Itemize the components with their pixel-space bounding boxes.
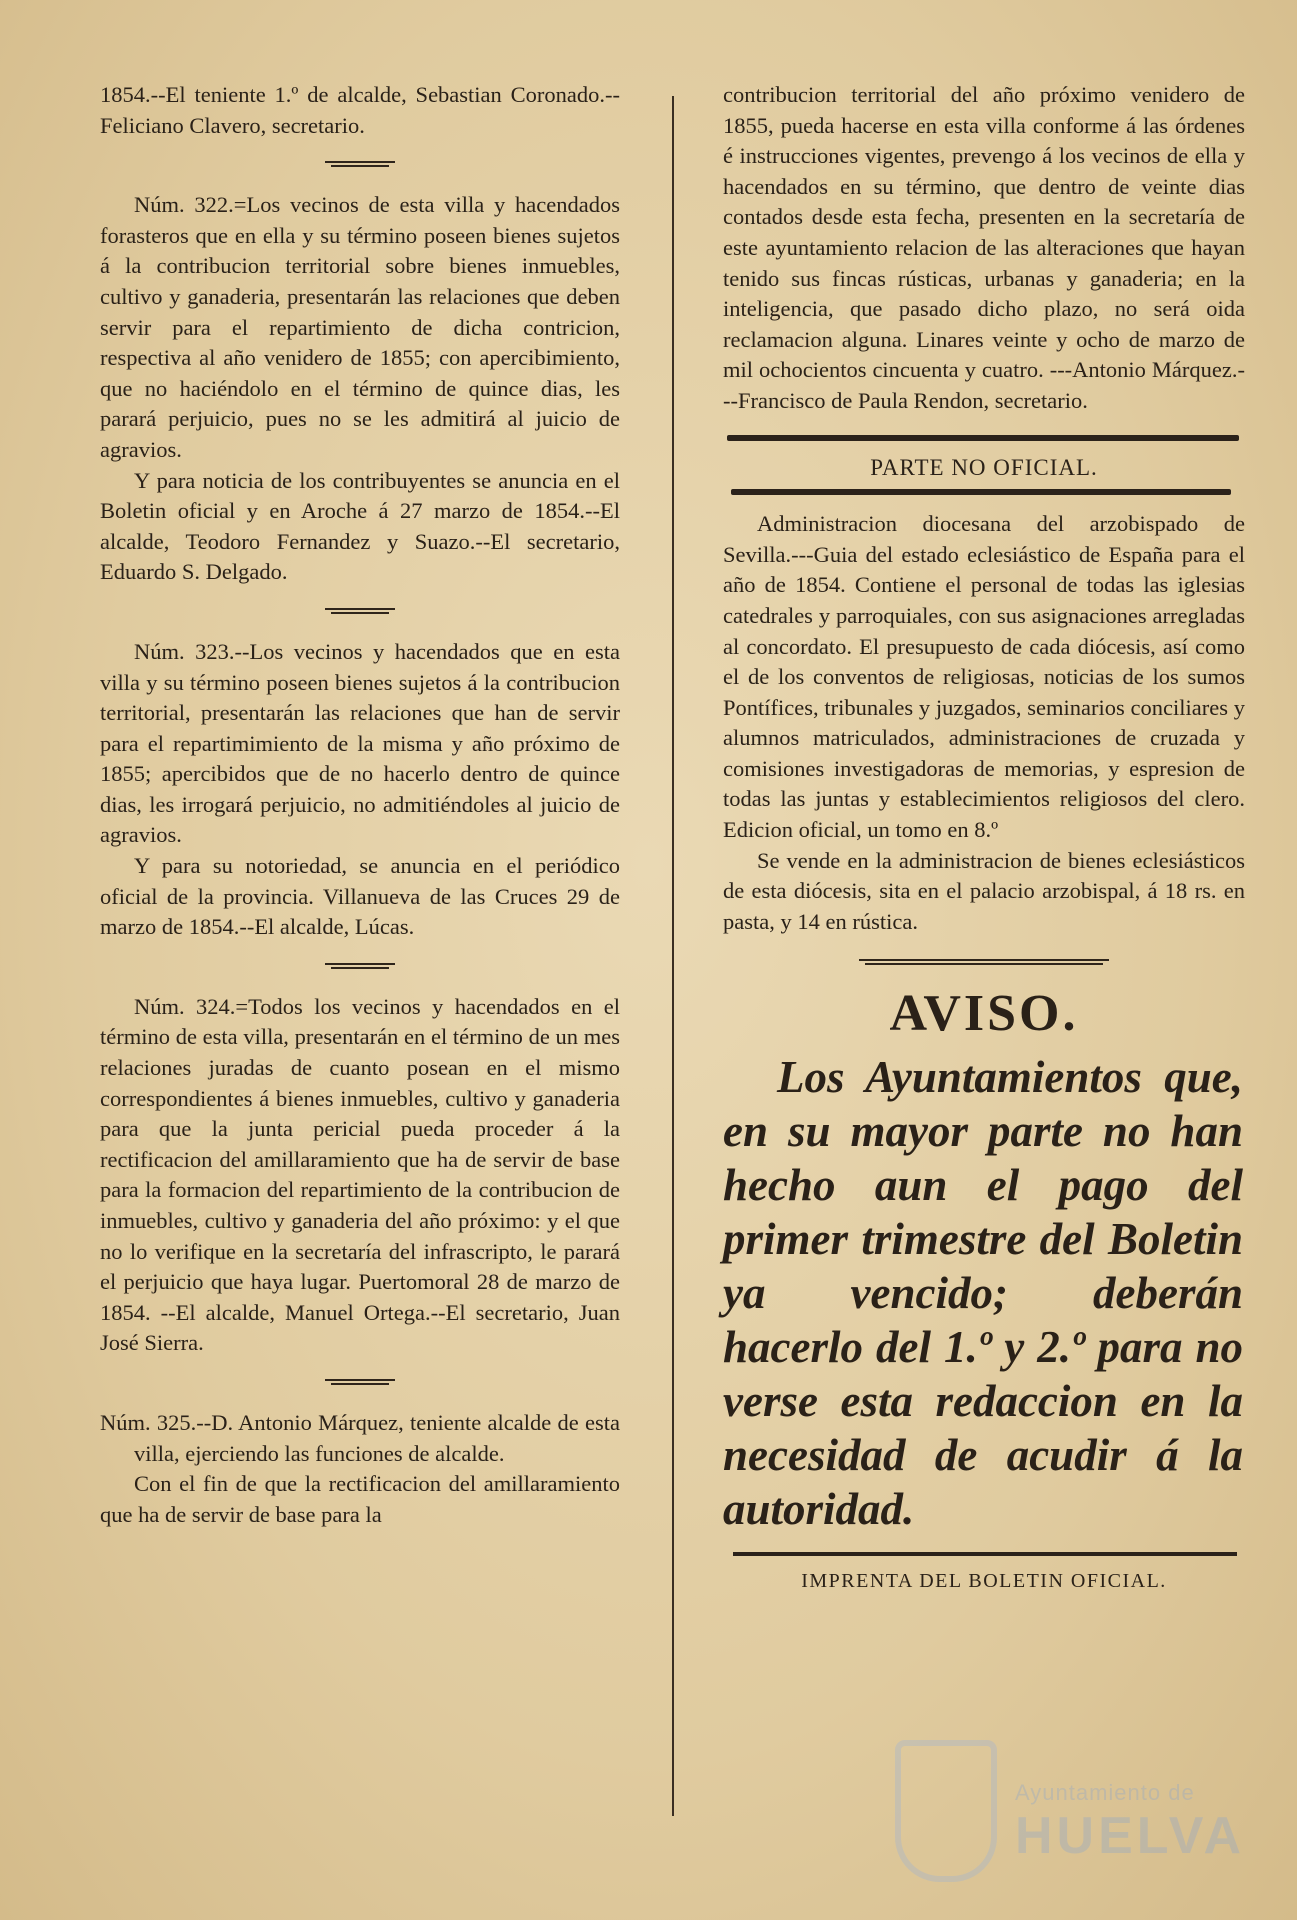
left-column xyxy=(100,80,620,1530)
diocesan-guide-notice: Administracion diocesana del arzobispado de Sevilla.---Guia del estado eclesiástico de España para el año de 1854. Contiene el personal de todas las iglesias catedrales y parroquiales, con sus asignaciones arregladas al concordato. El presupuesto de cada diócesis, así como el de los conventos de religiosas, noticias de los sumos Pontífices, tribunales y juzgados, seminarios conciliares y alumnos matriculados, administraciones de cruzada y comisiones investigadoras de memorias, y espresion de todas las juntas y establecimientos religiosos del clero. Edicion oficial, un tomo en 8.º xyxy=(723,511,1245,843)
notice-324: Núm. 324.=Todos los vecinos y hacendados en el término de esta villa, presentarán en el término de un mes relaciones juradas de cuanto posean en el mismo correspondientes á bienes inmuebles, cultivo y ganaderia para que la junta pericial pueda proceder á la rectificacion del amillaramiento que ha de servir de base para la formacion del repartimiento de la contribucion de inmuebles, cultivo y ganaderia del año próximo: y el que no lo verifique en la secretaría del infrascripto, le parará el perjuicio que haya lugar. Puertomoral 28 de marzo de 1854. --El alcalde, Manuel Ortega.--El secretario, Juan José Sierra. xyxy=(100,993,620,1356)
right-column xyxy=(723,80,1245,1597)
sale-notice: Se vende en la administracion de bienes eclesiásticos de esta diócesis, sita en el palacio arzobispal, á 18 rs. en pasta, y 14 en rústica. xyxy=(723,847,1245,934)
notice-325-continuation: contribucion territorial del año próximo venidero de 1855, pueda hacerse en esta villa conforme á las órdenes é instrucciones vigentes, prevengo á los vecinos de ella y hacendados en su término, que dentro de veinte dias contados desde esta fecha, presenten en la secretaría de este ayuntamiento relacion de las alteraciones que hayan tenido sus fincas rústicas, urbanas y ganaderia; en la inteligencia, que pasado dicho plazo, no será oida reclamacion alguna. Linares veinte y ocho de marzo de mil ochocientos cincuenta y cuatro. ---Antonio Márquez.---Francisco de Paula Rendon, secretario. xyxy=(723,82,1245,413)
watermark-line-1: Ayuntamiento de xyxy=(1015,1780,1195,1805)
notice-325-body: Con el fin de que la rectificacion del amillaramiento que ha de servir de base para la xyxy=(100,1471,620,1527)
section-rule-top xyxy=(727,435,1239,441)
separator-ornament xyxy=(325,608,395,615)
section-rule-bottom xyxy=(731,489,1231,495)
notice-323: Núm. 323.--Los vecinos y hacendados que en esta villa y su término poseen bienes sujetos á la contribucion territorial, presentarán las relaciones que han de servir para el repartimimiento de la misma y año próximo de 1855; apercibidos que de no hacerlo dentro de quince dias, les irrogará perjuicio, no admitiéndoles al juicio de agravios. xyxy=(100,638,620,848)
notice-325-heading: Núm. 325.--D. Antonio Márquez, teniente alcalde de esta villa, ejerciendo las funciones de alcalde. xyxy=(100,1409,620,1466)
separator-ornament xyxy=(325,1379,395,1386)
notice-322-closing: Y para noticia de los contribuyentes se anuncia en el Boletin oficial y en Aroche á 27 marzo de 1854.--El alcalde, Teodoro Fernandez y Suazo.--El secretario, Eduardo S. Delgado. xyxy=(100,467,620,585)
continuation-paragraph: 1854.--El teniente 1.º de alcalde, Sebastian Coronado.--Feliciano Clavero, secretario. xyxy=(100,82,620,138)
notice-323-closing: Y para su notoriedad, se anuncia en el periódico oficial de la provincia. Villanueva de las Cruces 29 de marzo de 1854.--El alcalde, Lúcas. xyxy=(100,853,620,940)
separator-ornament xyxy=(325,963,395,970)
aviso-body xyxy=(723,1050,1245,1536)
footer-rule xyxy=(733,1552,1237,1556)
watermark-line-2: HUELVA xyxy=(1015,1807,1246,1865)
separator-ornament xyxy=(859,959,1109,966)
printer-imprint: IMPRENTA DEL BOLETIN OFICIAL. xyxy=(801,1570,1167,1593)
aviso-heading: AVISO. xyxy=(889,985,1079,1043)
section-title: PARTE NO OFICIAL. xyxy=(870,454,1098,480)
archive-watermark xyxy=(895,1740,1246,1890)
column-divider xyxy=(672,96,674,1816)
notice-322: Núm. 322.=Los vecinos de esta villa y hacendados forasteros que en ella y su término poseen bienes sujetos á la contribucion territorial sobre bienes inmuebles, cultivo y ganaderia, presentarán las relaciones que deben servir para el repartimiento de dicha contricion, respectiva al año venidero de 1855; con apercibimiento, que no haciéndolo en el término de quince dias, les parará perjuicio, pues no se les admitirá al juicio de agravios. xyxy=(100,192,620,462)
separator-ornament xyxy=(325,161,395,168)
aviso-text: Los Ayuntamientos que, en su mayor parte no han hecho aun el pago del primer trimestre del Boletin ya vencido; deberán hacerlo del 1.º y 2.º para no verse esta redaccion en la necesidad de acudir á la autoridad. xyxy=(723,1052,1243,1535)
coat-of-arms-icon xyxy=(895,1740,997,1882)
